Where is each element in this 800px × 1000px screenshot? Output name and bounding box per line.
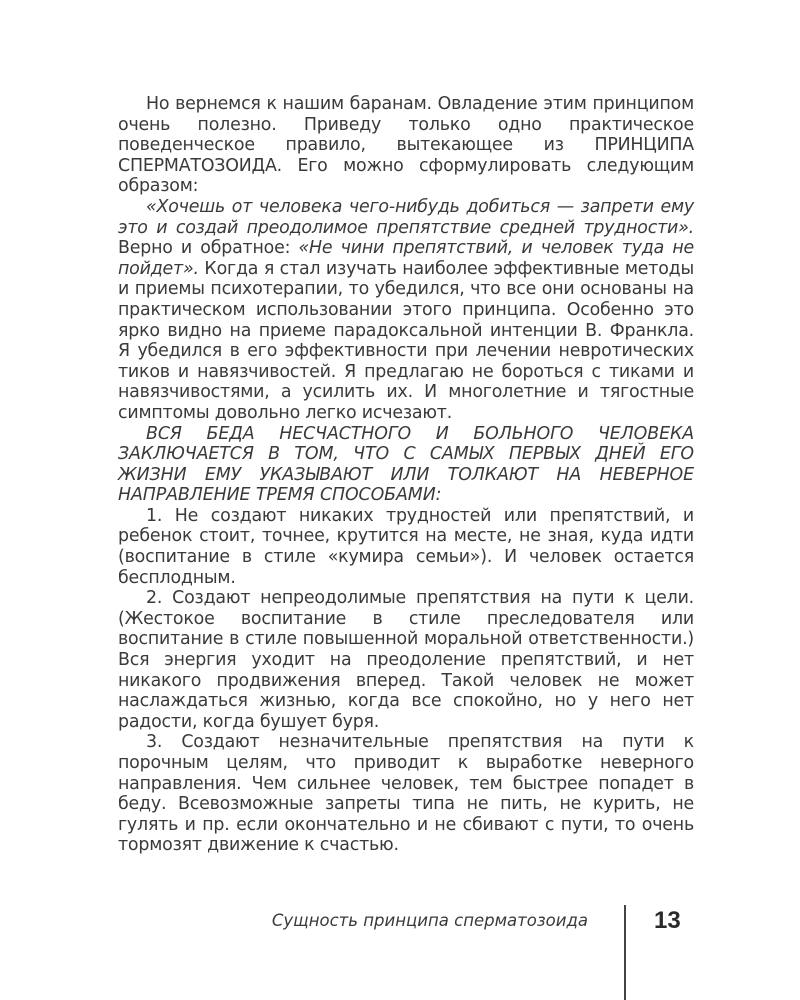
list-item-1: 1. Не создают никаких трудностей или препятствий, и ребенок стоит, точнее, крутится на месте, не зная, куда идти (воспитание в стиле «кумира семьи»). И человек остается бесплодным. bbox=[118, 505, 694, 588]
paragraph-intro: Но вернемся к нашим баранам. Овладение этим принципом очень полезно. Приведу только одно практическое поведенческое правило, вытекающее из ПРИНЦИПА СПЕРМАТОЗОИДА. Его можно сформулировать следующим образом: bbox=[118, 94, 694, 197]
paragraph-rule-rest: Когда я стал изучать наиболее эффективные методы и приемы психотерапии, то убедился, что все они основаны на практическом использовании этого принципа. Особенно это ярко видно на приеме парадоксальной интенции В. Франкла. Я убедился в его эффективности при лечении невротических тиков и навязчивостей. Я предлагаю не бороться с тиками и навязчивостями, а усилить их. И многолетние и тягостные симптомы довольно легко исчезают. bbox=[118, 258, 694, 423]
running-head: Сущность принципа сперматозоида bbox=[271, 911, 588, 930]
paragraph-rule bbox=[118, 197, 694, 424]
page-footer bbox=[0, 905, 800, 1000]
list-item-2: 2. Создают непреодолимые препятствия на пути к цели. (Жестокое воспитание в стиле преследователя или воспитание в стиле повышенной моральной ответственности.) Вся энергия уходит на преодоление препятствий, и нет никакого продвижения вперед. Такой человек не может наслаждаться жизнью, когда все спокойно, но у него нет радости, когда бушует буря. bbox=[118, 588, 694, 732]
page-body bbox=[118, 94, 694, 856]
quote-forbid: «Хочешь от человека чего-нибудь добиться — запрети ему это и создай преодолимое препятствие средней трудности». bbox=[118, 196, 694, 238]
quote-no-obstacles: «Не чини препятствий, и человек туда не пойдет». bbox=[118, 238, 694, 279]
page-number: 13 bbox=[654, 907, 681, 934]
paragraph-emphasis: ВСЯ БЕДА НЕСЧАСТНОГО И БОЛЬНОГО ЧЕЛОВЕКА ЗАКЛЮЧАЕТСЯ В ТОМ, ЧТО С САМЫХ ПЕРВЫХ ДНЕЙ ЕГО ЖИЗНИ ЕМУ УКАЗЫВАЮТ ИЛИ ТОЛКАЮТ НА НЕВЕРНОЕ НАПРАВЛЕНИЕ ТРЕМЯ СПОСОБАМИ: bbox=[118, 423, 694, 506]
list-item-3: 3. Создают незначительные препятствия на пути к порочным целям, что приводит к выработке неверного направления. Чем сильнее человек, тем быстрее попадет в беду. Всевозможные запреты типа не пить, не курить, не гулять и пр. если окончательно и не сбивают с пути, то очень тормозят движение к счастью. bbox=[118, 732, 694, 856]
footer-divider bbox=[624, 905, 626, 1000]
paragraph-rule-mid: Верно и обратное: bbox=[118, 238, 299, 259]
